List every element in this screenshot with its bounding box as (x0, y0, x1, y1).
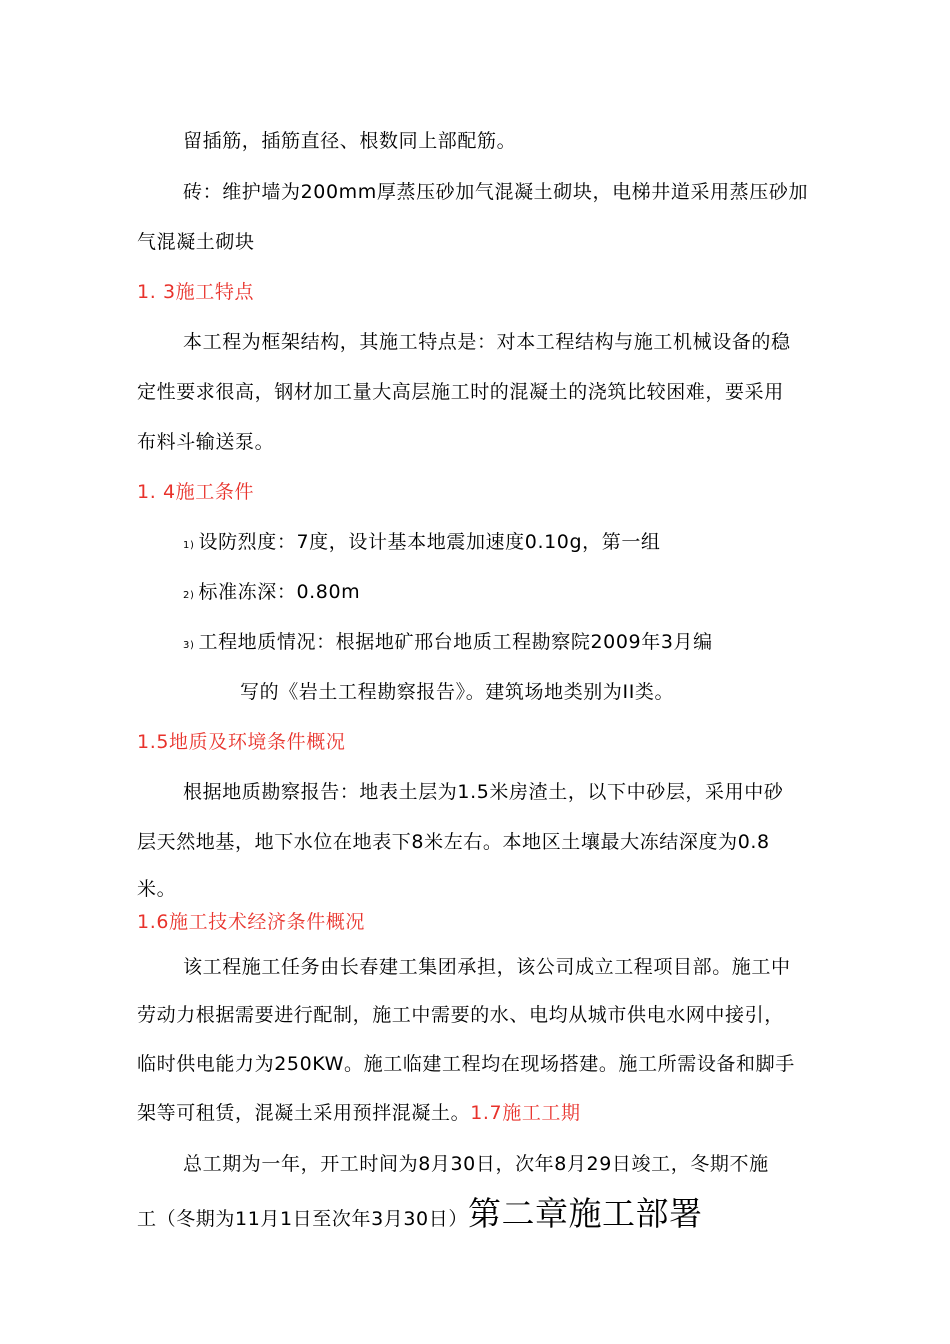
section-1-3-line-2: 定性要求很高，钢材加工量大高层施工时的混凝土的浇筑比较困难，要采用 (137, 381, 784, 403)
section-1-6-line-1: 该工程施工任务由长春建工集团承担，该公司成立工程项目部。施工中 (183, 956, 791, 978)
section-1-5-heading: 1.5地质及环境条件概况 (137, 731, 346, 753)
item-number: 1) (183, 540, 195, 551)
section-1-4-item-3 (183, 630, 713, 658)
section-1-5-line-1: 根据地质勘察报告：地表土层为1.5米房渣土，以下中砂层，采用中砂 (183, 781, 784, 803)
section-1-7-line-1: 总工期为一年，开工时间为8月30日，次年8月29日竣工，冬期不施 (183, 1153, 769, 1175)
section-1-7-heading: 1.7施工工期 (470, 1102, 581, 1124)
section-1-4-item-3-continuation: 写的《岩土工程勘察报告》。建筑场地类别为II类。 (240, 681, 675, 703)
section-1-6-last-line (137, 1101, 581, 1125)
item-number: 2) (183, 590, 195, 601)
section-1-3-heading: 1. 3施工特点 (137, 281, 255, 303)
section-1-4-item-1 (183, 530, 661, 558)
item-text: 工程地质情况：根据地矿邢台地质工程勘察院2009年3月编 (198, 631, 713, 653)
brick-paragraph-continuation: 留插筋，插筋直径、根数同上部配筋。 (183, 130, 517, 152)
chapter-2-title: 第二章施工部署 (467, 1194, 703, 1233)
section-1-6-last-line-text: 架等可租赁，混凝土采用预拌混凝土。 (137, 1102, 471, 1124)
brick-paragraph-line-1: 砖：维护墙为200mm厚蒸压砂加气混凝土砌块，电梯井道采用蒸压砂加 (183, 181, 809, 203)
item-number: 3) (183, 640, 195, 651)
section-1-7-line-2-text: 工（冬期为11月1日至次年3月30日） (137, 1208, 468, 1230)
brick-paragraph-line-2: 气混凝土砌块 (137, 231, 255, 253)
section-1-5-line-3: 米。 (137, 878, 177, 900)
section-1-6-heading: 1.6施工技术经济条件概况 (137, 911, 366, 933)
item-text: 设防烈度：7度，设计基本地震加速度0.10g，第一组 (198, 531, 661, 553)
section-1-6-line-3: 临时供电能力为250KW。施工临建工程均在现场搭建。施工所需设备和脚手 (137, 1053, 795, 1075)
item-text: 标准冻深：0.80m (198, 581, 361, 603)
section-1-5-line-2: 层天然地基，地下水位在地表下8米左右。本地区土壤最大冻结深度为0.8 (137, 831, 770, 853)
section-1-4-heading: 1. 4施工条件 (137, 481, 255, 503)
section-1-3-line-3: 布料斗输送泵。 (137, 431, 275, 453)
section-1-6-line-2: 劳动力根据需要进行配制，施工中需要的水、电均从城市供电水网中接引， (137, 1004, 784, 1026)
section-1-4-item-2 (183, 580, 360, 608)
section-1-3-line-1: 本工程为框架结构，其施工特点是：对本工程结构与施工机械设备的稳 (183, 331, 791, 353)
section-1-7-line-2 (137, 1196, 702, 1237)
